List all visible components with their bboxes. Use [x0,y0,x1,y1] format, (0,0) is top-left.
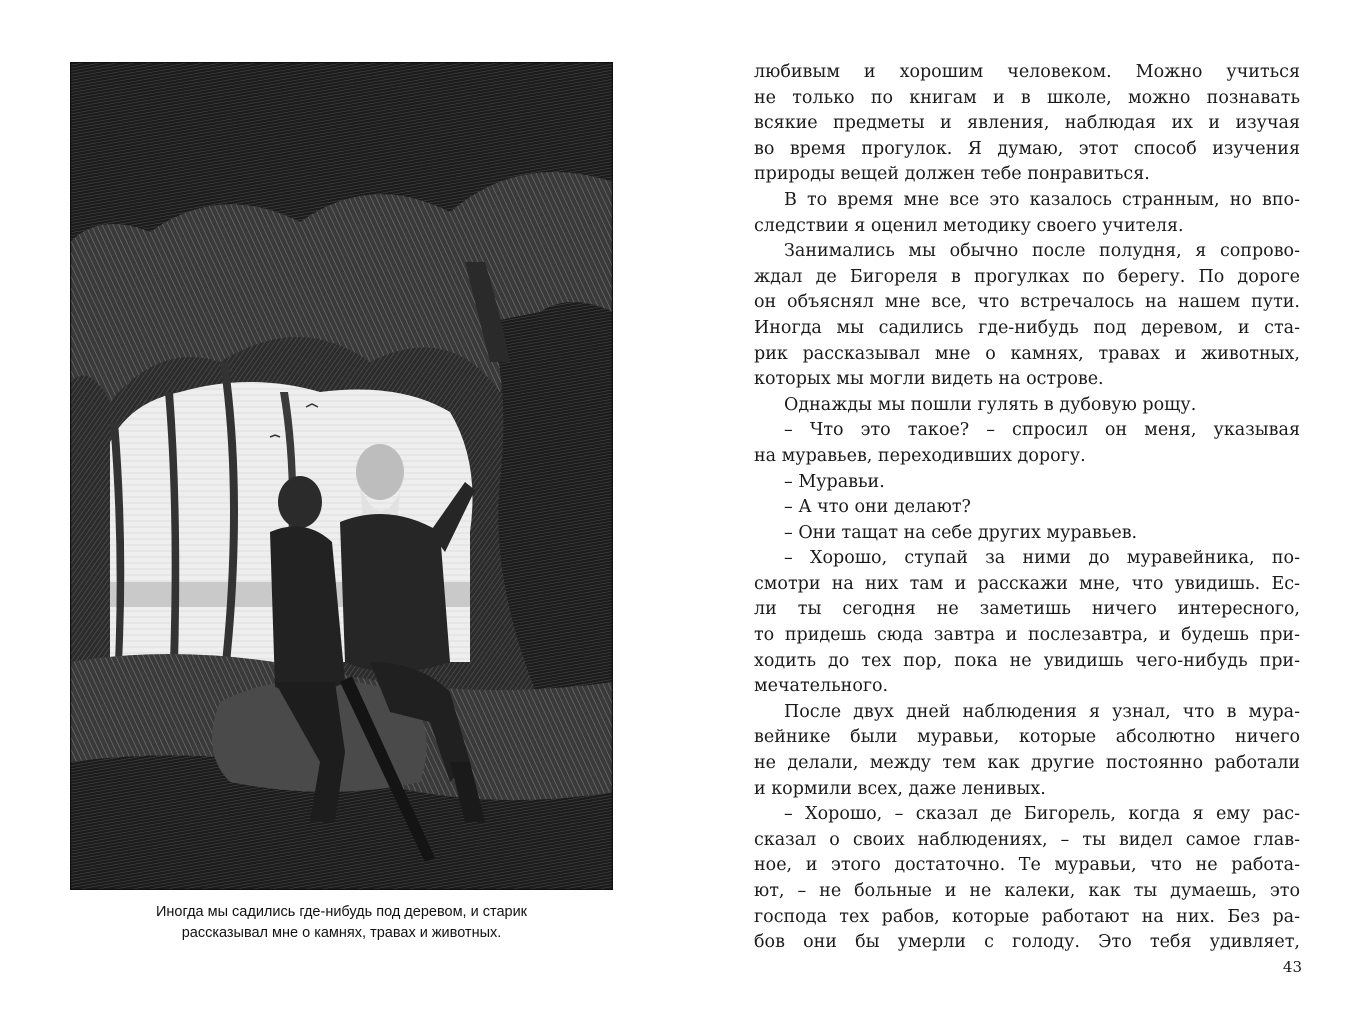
text-line: господа тех рабов, которые работают на них. Без ра- [754,906,1300,927]
text-line: любивым и хорошим человеком. Можно учиться [754,62,1300,82]
text-line: всякие предметы и явления, наблюдая их и изучая [754,113,1300,134]
text-line: не делали, между тем как другие постоянно работали [754,753,1300,774]
text-line: Занимались мы обычно после полудня, я сопрово- [784,241,1300,262]
text-line: После двух дней наблюдения я узнал, что в мура- [784,701,1300,722]
text-line: ное, и этого достаточно. Те муравьи, что не работа- [754,855,1300,876]
text-line: вейнике были муравьи, которые абсолютно ничего [754,727,1300,748]
text-line: сказал о своих наблюдениях, – ты видел самое глав- [754,829,1300,850]
text-line: бов они бы умерли с голоду. Это тебя удивляет, [754,932,1300,953]
text-line: – А что они делают? [784,497,971,518]
text-line: которых мы могли видеть на острове. [754,369,1104,390]
text-line: природы вещей должен тебе понравиться. [754,164,1150,185]
caption-line: Иногда мы садились где-нибудь под деревом, и старик [155,904,528,920]
text-line: следствии я оценил методику своего учителя. [754,215,1184,236]
text-line: Иногда мы садились где-нибудь под деревом, и ста- [754,317,1300,338]
text-line: мечательного. [754,676,889,697]
text-line: не только по книгам и в школе, можно познавать [754,87,1300,108]
engraving-illustration [70,62,613,890]
text-line: – Хорошо, – сказал де Бигорель, когда я ему рас- [784,804,1300,825]
text-line: он объяснял мне все, что встречалось на нашем пути. [754,292,1300,313]
text-line: ют, – не больные и не калеки, как ты думаешь, это [754,881,1300,901]
text-line: – Они тащат на себе других муравьев. [784,522,1138,543]
text-line: – Хорошо, ступай за ними до муравейника, по- [784,548,1300,569]
text-line: ждал де Бигореля в прогулках по берегу. По дороге [754,266,1300,287]
text-line: рик рассказывал мне о камнях, травах и животных, [754,343,1300,364]
text-line: и кормили всех, даже ленивых. [754,778,1046,799]
text-line: смотри на них там и расскажи мне, что увидишь. Ес- [754,573,1300,594]
text-line: – Что это такое? – спросил он меня, указывая [784,420,1300,441]
text-line: В то время мне все это казалось странным, но впо- [784,189,1300,210]
engraving-artwork [70,62,613,890]
text-line: – Муравьи. [784,471,885,492]
text-line: ли ты сегодня не заметишь ничего интересного, [754,599,1300,620]
page-text [754,60,1300,956]
text-line: ходить до тех пор, пока не увидишь чего-нибудь при- [754,650,1300,671]
text-line: то придешь сюда завтра и послезавтра, и будешь при- [754,625,1300,646]
text-line: на муравьев, переходивших дорогу. [754,445,1086,466]
caption-line: рассказывал мне о камнях, травах и животных. [181,925,502,941]
text-line: во время прогулок. Я думаю, этот способ изучения [754,138,1300,159]
illustration-caption [70,902,613,944]
text-line: Однажды мы пошли гулять в дубовую рощу. [784,394,1197,415]
page-number: 43 [1282,958,1302,976]
